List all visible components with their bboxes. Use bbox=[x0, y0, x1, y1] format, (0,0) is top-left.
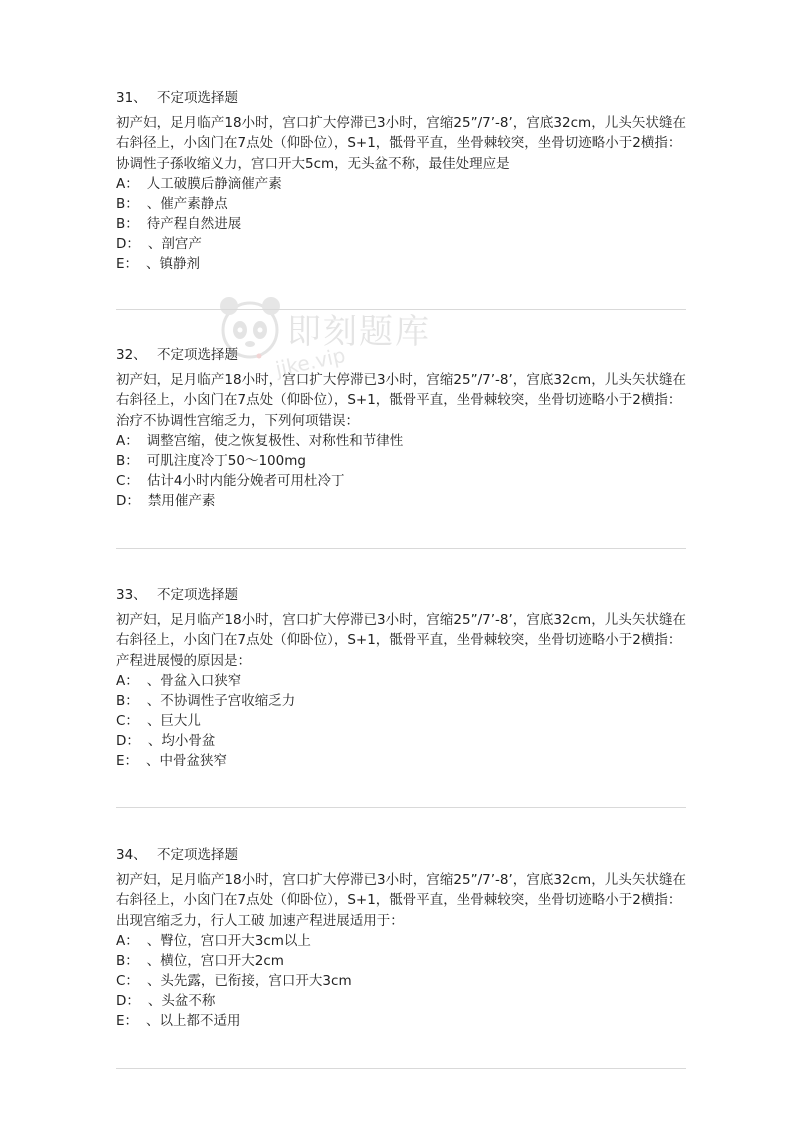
question-prompt: 出现宫缩乏力，行人工破 加速产程进展适用于： bbox=[116, 912, 404, 929]
option-c[interactable] bbox=[116, 471, 686, 491]
option-letter: A： bbox=[116, 175, 139, 192]
option-d[interactable] bbox=[116, 491, 686, 511]
option-letter: E： bbox=[116, 255, 139, 272]
option-letter: B： bbox=[116, 952, 139, 969]
question-type: 不定项选择题 bbox=[156, 90, 238, 106]
question-divider bbox=[116, 1068, 686, 1069]
question-header bbox=[116, 345, 686, 365]
option-text: 、不协调性子宫收缩乏力 bbox=[146, 692, 296, 709]
option-a[interactable] bbox=[116, 931, 686, 951]
question-header bbox=[116, 585, 686, 605]
option-letter: E： bbox=[116, 752, 139, 769]
option-text: 、骨盆入口狭窄 bbox=[146, 672, 242, 689]
option-a[interactable] bbox=[116, 174, 686, 194]
option-b[interactable] bbox=[116, 451, 686, 471]
option-text: 、镇静剂 bbox=[146, 255, 201, 272]
question-type: 不定项选择题 bbox=[156, 587, 238, 603]
question-33 bbox=[116, 585, 686, 771]
option-d[interactable] bbox=[116, 991, 686, 1011]
option-d[interactable] bbox=[116, 731, 686, 751]
question-divider bbox=[116, 309, 686, 310]
option-letter: A： bbox=[116, 432, 139, 449]
watermark-url: jike.vip bbox=[273, 342, 348, 382]
watermark-text: 即刻题库 bbox=[287, 312, 431, 352]
option-c[interactable] bbox=[116, 971, 686, 991]
option-list bbox=[116, 671, 686, 771]
option-c[interactable] bbox=[116, 214, 686, 234]
option-text: 可肌注度冷丁50～100mg bbox=[146, 452, 306, 469]
option-letter: B： bbox=[116, 692, 139, 709]
option-text: 待产程自然进展 bbox=[146, 215, 242, 232]
question-stem: 初产妇，足月临产18小时，宫口扩大停滞已3小时，宫缩25”/7’-8’，宫底32cm，儿头矢状缝在右斜径上，小囟门在7点处（仰卧位），S+1，骶骨平直，坐骨棘较突，坐骨切迹略小于2横指： bbox=[116, 372, 686, 409]
question-type: 不定项选择题 bbox=[156, 847, 238, 863]
option-text: 人工破膜后静滴催产素 bbox=[146, 175, 282, 192]
option-text: 估计4小时内能分娩者可用杜冷丁 bbox=[146, 472, 345, 489]
option-letter: E： bbox=[116, 1012, 139, 1029]
option-text: 禁用催产素 bbox=[147, 492, 216, 509]
question-number: 34、 bbox=[116, 847, 147, 863]
option-letter: B： bbox=[116, 195, 139, 212]
option-text: 、剖宫产 bbox=[147, 235, 202, 252]
option-text: 、臀位，宫口开大3cm以上 bbox=[146, 932, 311, 949]
option-b[interactable] bbox=[116, 951, 686, 971]
option-d[interactable] bbox=[116, 234, 686, 254]
option-letter: D： bbox=[116, 492, 140, 509]
question-prompt: 产程进展慢的原因是： bbox=[116, 652, 251, 669]
question-number: 32、 bbox=[116, 347, 147, 363]
option-e[interactable] bbox=[116, 751, 686, 771]
option-text: 、均小骨盆 bbox=[147, 732, 216, 749]
option-letter: C： bbox=[116, 972, 139, 989]
question-stem: 初产妇，足月临产18小时，宫口扩大停滞已3小时，宫缩25”/7’-8’，宫底32cm，儿头矢状缝在右斜径上，小囟门在7点处（仰卧位），S+1，骶骨平直，坐骨棘较突，坐骨切迹略小于2横指： bbox=[116, 115, 686, 152]
question-34 bbox=[116, 845, 686, 1031]
option-list bbox=[116, 931, 686, 1031]
question-type: 不定项选择题 bbox=[156, 347, 238, 363]
option-letter: A： bbox=[116, 932, 139, 949]
option-list bbox=[116, 431, 686, 511]
option-letter: D： bbox=[116, 992, 140, 1009]
option-b[interactable] bbox=[116, 691, 686, 711]
option-b[interactable] bbox=[116, 194, 686, 214]
option-text: 、巨大儿 bbox=[146, 712, 201, 729]
option-text: 、头盆不称 bbox=[147, 992, 216, 1009]
option-letter: B： bbox=[116, 452, 139, 469]
option-text: 调整宫缩，使之恢复极性、对称性和节律性 bbox=[146, 432, 404, 449]
option-list bbox=[116, 174, 686, 274]
question-31 bbox=[116, 88, 686, 274]
option-text: 、中骨盆狭窄 bbox=[146, 752, 228, 769]
question-header bbox=[116, 88, 686, 108]
option-text: 、以上都不适用 bbox=[146, 1012, 241, 1029]
option-a[interactable] bbox=[116, 431, 686, 451]
question-divider bbox=[116, 807, 686, 808]
question-prompt: 协调性子孫收缩义力，宫口开大5cm，无头盆不称，最佳处理应是 bbox=[116, 155, 510, 172]
option-c[interactable] bbox=[116, 711, 686, 731]
option-text: 、横位，宫口开大2cm bbox=[146, 952, 284, 969]
question-number: 33、 bbox=[116, 587, 147, 603]
question-divider bbox=[116, 548, 686, 549]
option-e[interactable] bbox=[116, 254, 686, 274]
question-stem: 初产妇，足月临产18小时，宫口扩大停滞已3小时，宫缩25”/7’-8’，宫底32cm，儿头矢状缝在右斜径上，小囟门在7点处（仰卧位），S+1，骶骨平直，坐骨棘较突，坐骨切迹略小于2横指： bbox=[116, 612, 686, 649]
option-letter: A： bbox=[116, 672, 139, 689]
option-text: 、头先露，已衔接，宫口开大3cm bbox=[146, 972, 352, 989]
option-e[interactable] bbox=[116, 1011, 686, 1031]
option-letter: D： bbox=[116, 732, 140, 749]
option-letter: B： bbox=[116, 215, 139, 232]
option-a[interactable] bbox=[116, 671, 686, 691]
question-stem: 初产妇，足月临产18小时，宫口扩大停滞已3小时，宫缩25”/7’-8’，宫底32cm，儿头矢状缝在右斜径上，小囟门在7点处（仰卧位），S+1，骶骨平直，坐骨棘较突，坐骨切迹略小于2横指： bbox=[116, 872, 686, 909]
question-32 bbox=[116, 342, 686, 511]
option-letter: D： bbox=[116, 235, 140, 252]
option-letter: C： bbox=[116, 712, 139, 729]
option-letter: C： bbox=[116, 472, 139, 489]
question-header bbox=[116, 845, 686, 865]
option-text: 、催产素静点 bbox=[146, 195, 228, 212]
question-number: 31、 bbox=[116, 90, 147, 106]
question-prompt: 治疗不协调性宫缩乏力，下列何项错误： bbox=[116, 412, 359, 429]
